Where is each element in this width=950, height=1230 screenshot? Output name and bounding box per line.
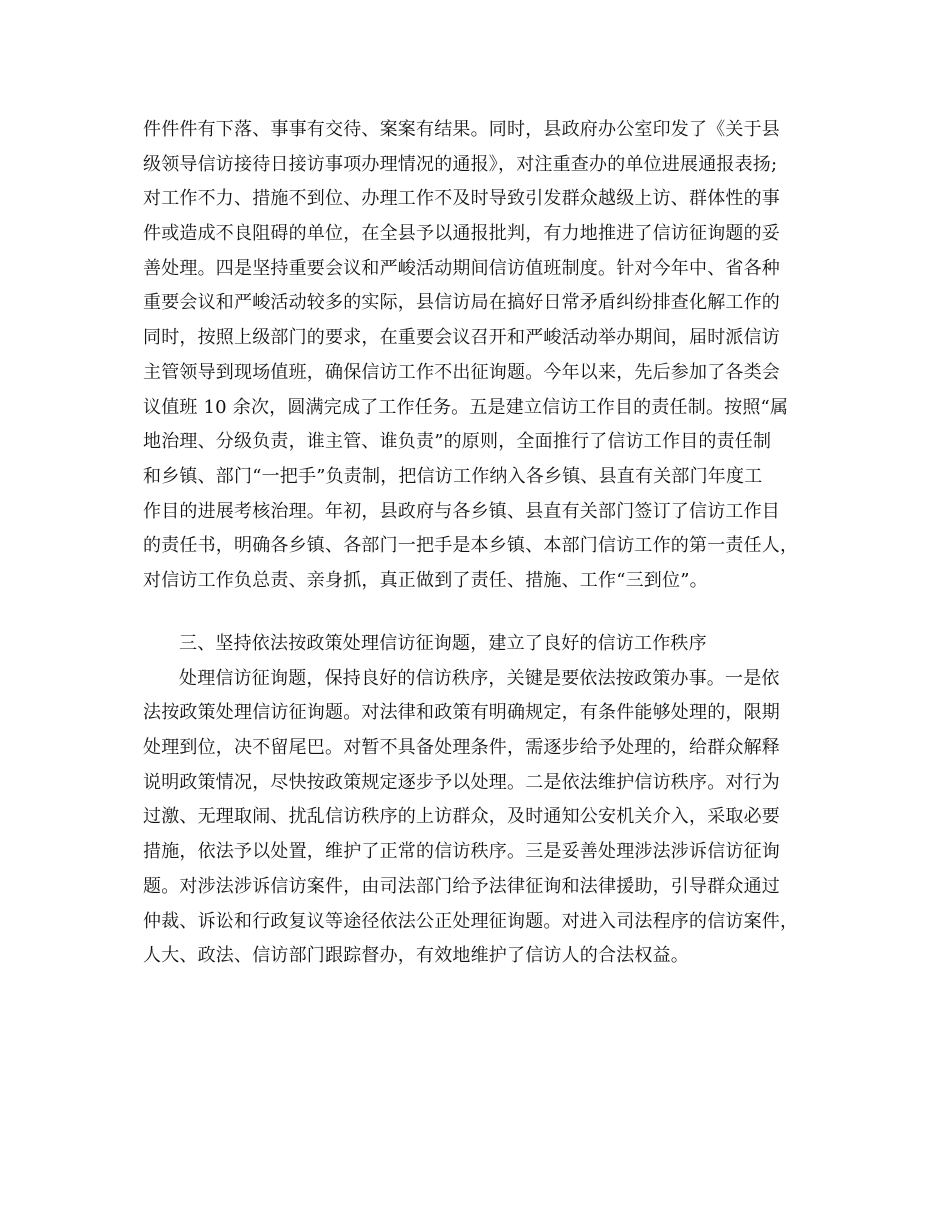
text-line: 地治理、分级负责，谁主管、谁负责”的原则，全面推行了信访工作目的责任制	[143, 431, 772, 453]
text-line: 同时，按照上级部门的要求，在重要会议召开和严峻活动举办期间，届时派信访	[143, 327, 780, 349]
text-line: 题。对涉法涉诉信访案件，由司法部门给予法律征询和法律援助，引导群众通过	[143, 875, 780, 897]
section-three	[143, 627, 807, 974]
paragraph-continuation	[143, 113, 807, 599]
text-line: 和乡镇、部门“一把手”负责制，把信访工作纳入各乡镇、县直有关部门年度工	[143, 465, 763, 487]
text-line: 件或造成不良阻碍的单位，在全县予以通报批判，有力地推进了信访征询题的妥	[143, 223, 780, 245]
text-line: 说明政策情况，尽快按政策规定逐步予以处理。二是依法维护信访秩序。对行为	[143, 771, 780, 793]
text-line: 处理信访征询题，保持良好的信访秩序，关键是要依法按政策办事。一是依	[179, 667, 780, 689]
text-line: 过激、无理取闹、扰乱信访秩序的上访群众，及时通知公安机关介入，采取必要	[143, 806, 780, 828]
text-line: 主管领导到现场值班，确保信访工作不出征询题。今年以来，先后参加了各类会	[143, 361, 780, 383]
text-line: 对信访工作负总责、亲身抓，真正做到了责任、措施、工作“三到位”。	[143, 569, 708, 591]
text-line: 件件件有下落、事事有交待、案案有结果。同时，县政府办公室印发了《关于县	[143, 119, 780, 140]
text-line: 善处理。四是坚持重要会议和严峻活动期间信访值班制度。针对今年中、省各种	[143, 257, 780, 279]
text-line: 措施，依法予以处置，维护了正常的信访秩序。三是妥善处理涉法涉诉信访征询	[143, 841, 780, 863]
text-line: 议值班 10 余次，圆满完成了工作任务。五是建立信访工作目的责任制。按照“属	[143, 396, 789, 418]
text-line: 仲裁、诉讼和行政复议等途径依法公正处理征询题。对进入司法程序的信访案件，	[143, 910, 799, 932]
text-line: 人大、政法、信访部门跟踪督办，有效地维护了信访人的合法权益。	[143, 945, 689, 967]
text-line: 的责任书，明确各乡镇、各部门一把手是本乡镇、本部门信访工作的第一责任人，	[143, 535, 799, 557]
text-line: 级领导信访接待日接访事项办理情况的通报》，对注重查办的单位进展通报表扬;	[143, 153, 778, 175]
text-line: 作目的进展考核治理。年初，县政府与各乡镇、县直有关部门签订了信访工作目	[143, 500, 780, 522]
text-line: 重要会议和严峻活动较多的实际，县信访局在搞好日常矛盾纠纷排查化解工作的	[143, 292, 780, 314]
text-line: 对工作不力、措施不到位、办理工作不及时导致引发群众越级上访、群体性的事	[143, 188, 780, 210]
section-heading: 三、坚持依法按政策处理信访征询题，建立了良好的信访工作秩序	[179, 633, 707, 654]
text-line: 处理到位，决不留尾巴。对暂不具备处理条件，需逐步给予处理的，给群众解释	[143, 737, 780, 759]
text-line: 法按政策处理信访征询题。对法律和政策有明确规定，有条件能够处理的，限期	[143, 702, 780, 724]
